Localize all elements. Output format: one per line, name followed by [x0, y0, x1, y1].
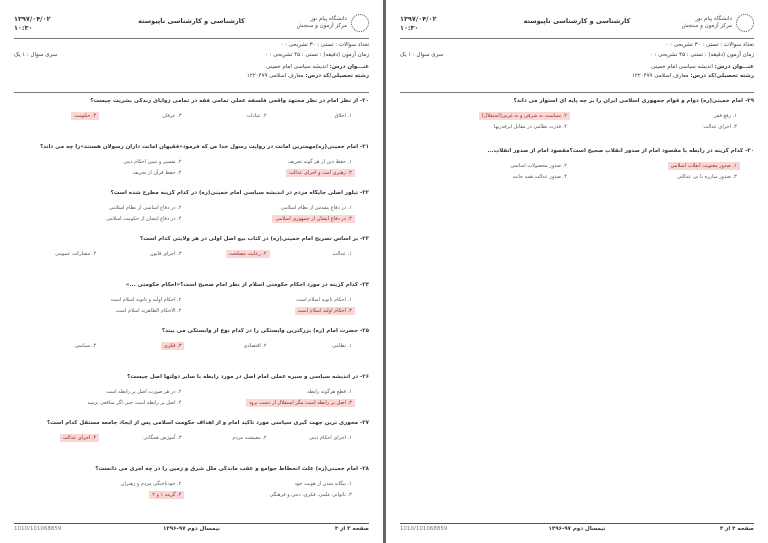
exam-meta	[400, 42, 754, 92]
option[interactable]: ۴. در دفاع ایشان از حکومت اسلامی	[106, 216, 182, 222]
option-text: اخلاق	[334, 113, 346, 119]
option-text: آموزش همگانی	[143, 435, 176, 441]
option-key: ۲	[564, 113, 567, 119]
page-footer	[14, 523, 369, 535]
page-number: صفحه ۴ از ۴	[719, 526, 754, 532]
option-key: ۱	[349, 205, 352, 211]
exam-page-4	[386, 0, 768, 543]
option-key: ۲	[178, 481, 182, 487]
question-body: تبلور اصلی جایگاه مردم در اندیشه سیاسی امام خمینی(ره) در کدام گزینه مطرح شده است؟	[110, 190, 359, 196]
question-body: امام خمینی(ره) دوام و قوام جمهوری اسلامی ایران را بر چه پایه ای استوار می داند؟	[513, 98, 744, 104]
exam-page-3	[0, 0, 383, 543]
option-text: در دفاع ایشان از جمهوری اسلامی	[275, 216, 346, 222]
question-number: ۲۰	[362, 98, 369, 104]
option-text: صدور مبارزه با بی عدالتی	[677, 174, 731, 180]
option-text: حکومت	[74, 113, 91, 119]
option-selected[interactable]: ۲. سیاست نه شرقی و نه غربی(استقلال)	[479, 112, 570, 120]
option-selected[interactable]: ۱. صدور معنویت انقلاب اسلامی	[668, 162, 740, 170]
question-number: ۲۲	[362, 190, 369, 196]
page-footer	[400, 523, 754, 535]
exam-datetime	[14, 15, 51, 33]
option-key: ۱	[349, 435, 352, 441]
question-text: ۲۷- محوری ترین جهت گیری سیاسی مورد تاکید امام و از اهداف حکومت اسلامی پس از ایجاد جامعه مستقل کدام است؟	[46, 420, 369, 426]
option[interactable]: ۱. نظامی	[332, 343, 352, 349]
option-key: ۳	[349, 170, 352, 176]
option-key: ۴	[178, 400, 182, 406]
option-text: عبادات	[246, 113, 261, 119]
option-text: مشارکت عمومی	[55, 251, 91, 257]
option-key: ۳	[349, 216, 352, 222]
exam-meta	[14, 42, 369, 92]
university-line2: مرکز آزمون و سنجش	[681, 23, 732, 29]
question-number: ۲۶	[362, 374, 369, 380]
option-text: نظامی	[332, 343, 346, 349]
option[interactable]: ۲. احکام اولیه و ثانویه اسلام است	[110, 297, 182, 303]
option[interactable]: ۲. صدور محصولات اساسی	[510, 163, 567, 169]
option[interactable]: ۴. صدور عدالت همه جانبه	[512, 174, 567, 180]
option-key: ۳	[178, 343, 182, 349]
option-selected[interactable]: ۳. احکام اولیه اسلام است	[295, 307, 355, 315]
exam-date: ۱۳۹۷/۰۴/۰۲	[14, 15, 51, 23]
option-text: تفسیر و تبیین احکام دینی	[123, 159, 176, 165]
option-key: ۲	[263, 251, 267, 257]
option-key: ۴	[178, 170, 182, 176]
semester-label: نیمسال دوم ۹۷-۱۳۹۶	[163, 526, 220, 532]
option-text: رفع فقر	[714, 113, 731, 119]
option[interactable]: ۳. صدور مبارزه با بی عدالتی	[677, 174, 737, 180]
option-selected[interactable]: ۳. فکری	[161, 342, 185, 350]
question-number: ۲۵	[362, 328, 369, 334]
option-text: احکام اولیه اسلام است	[297, 308, 346, 314]
option-key: ۴	[178, 492, 182, 498]
option-key: ۴	[93, 251, 97, 257]
question-number: ۲۴	[362, 282, 369, 288]
exam-duration: زمان آزمون (دقیقه) : تستی : ۴۵ تشریحی : ۰	[264, 52, 369, 58]
university-line2: مرکز آزمون و سنجش	[296, 23, 347, 29]
question-number: ۲۳	[362, 236, 369, 242]
option-key: ۱	[349, 297, 352, 303]
option-key: ۳	[734, 124, 737, 130]
option[interactable]: ۲. در هر صورت اصل بر رابطه است	[105, 389, 182, 395]
option-text: اصل بر رابطه است مگر استقلال از دست برود	[248, 400, 346, 406]
option[interactable]: ۲. در دفاع اساسی از نظام اسلامی	[109, 205, 182, 211]
option-text: اجرای عدالت	[62, 435, 91, 441]
footer-rule	[14, 523, 369, 524]
option-selected[interactable]: ۳. اصل بر رابطه است مگر استقلال از دست برود	[246, 399, 355, 407]
option[interactable]: ۱. عدالت	[332, 251, 352, 257]
option-key: ۳	[349, 308, 352, 314]
question-text: ۲۸- امام خمینی(ره) علت انحطاط جوامع و عقب ماندگی ملل شرق و زمین را در چه امری می دانست؟	[95, 466, 369, 472]
question-body: محوری ترین جهت گیری سیاسی مورد تاکید امام و از اهداف حکومت اسلامی پس از ایجاد جامعه مستقل کدام است؟	[46, 420, 359, 426]
option-key: ۱	[349, 481, 352, 487]
question-text: ۳۰- کدام گزینه در رابطه با مقصود امام از صدور انقلاب صحیح است؟مقصود امام از صدور انقلاب...	[487, 148, 754, 154]
question-series: سری سوال : ۱ یک	[400, 52, 444, 58]
option-key: ۴	[93, 113, 97, 119]
page-header	[14, 14, 369, 36]
question-text: ۲۳- بر اساس تصریح امام خمینی(ره) در کتاب بیع اصل اولی در هر ولایتی کدام است؟	[140, 236, 369, 242]
option-selected[interactable]: ۴. حکومت	[71, 112, 99, 120]
option-key: ۲	[178, 205, 182, 211]
option-text: سیاسی	[74, 343, 91, 349]
exam-datetime	[400, 15, 437, 33]
option-key: ۱	[349, 251, 352, 257]
option[interactable]: ۴. قدرت نظامی در مقابل ابرقدرتها	[493, 124, 567, 130]
option-key: ۱	[349, 343, 352, 349]
option-key: ۲	[263, 113, 267, 119]
exam-code: 1010/101068859	[14, 526, 62, 532]
option-key: ۲	[564, 163, 567, 169]
course-label: عنـــوان درس:	[329, 64, 369, 70]
option[interactable]: ۴. الاحکام الظاهریه اسلام است	[115, 308, 182, 314]
header-rule	[400, 38, 754, 39]
page-header	[400, 14, 754, 36]
option-text: اصل بر رابطه است حتی اگر منافعی نرسد	[87, 400, 176, 406]
option[interactable]: ۱. اجرای احکام دینی	[309, 435, 352, 441]
option-text: قدرت نظامی در مقابل ابرقدرتها	[493, 124, 562, 130]
question-number: ۲۹	[747, 98, 754, 104]
option-text: قطع هرگونه رابطه	[307, 389, 346, 395]
university-line1: دانشگاه پیام نور	[310, 16, 347, 22]
course-line	[651, 64, 754, 70]
option-text: سیاست نه شرقی و نه غربی(استقلال)	[481, 113, 562, 119]
option-text: صدور معنویت انقلاب اسلامی	[670, 163, 731, 169]
option-key: ۴	[178, 216, 182, 222]
footer-rule	[400, 523, 754, 524]
option-key: ۱	[349, 389, 352, 395]
question-number: ۲۷	[362, 420, 369, 426]
option-selected[interactable]: ۴. گزینه ۱ و ۲	[149, 491, 184, 499]
option-text: احکام ثانویه اسلام است	[296, 297, 346, 303]
field-code: معارف اسلامی ۱۲۲۰۴۷۹	[631, 73, 689, 79]
question-body: حضرت امام (ره) بزرگترین وابستگی را در کدام نوع از وابستگی می بیند؟	[161, 328, 359, 334]
option-key: ۳	[734, 174, 737, 180]
option-key: ۴	[564, 174, 567, 180]
option[interactable]: ۳. عرفان	[162, 113, 182, 119]
option[interactable]: ۱. رفع فقر	[714, 113, 737, 119]
option[interactable]: ۴. اصل بر رابطه است حتی اگر منافعی نرسد	[87, 400, 182, 406]
option-key: ۴	[178, 308, 182, 314]
option-text: اقتصادی	[243, 343, 261, 349]
option[interactable]: ۱. بیگانه شدن از هویت خود	[294, 481, 352, 487]
option[interactable]: ۲. اقتصادی	[243, 343, 267, 349]
option-text: حفظ قرآن از تحریف	[132, 170, 176, 176]
option-key: ۳	[178, 435, 182, 441]
question-text: ۲۴- کدام گزینه در مورد احکام حکومتی اسلام از نظر امام صحیح است؟«احکام حکومتی ...»	[125, 282, 369, 288]
option-text: بیگانه شدن از هویت خود	[294, 481, 346, 487]
field-label: رشته تحصیلی/کد درس:	[305, 73, 369, 79]
option-key: ۲	[178, 159, 182, 165]
option-key: ۲	[263, 343, 267, 349]
course-title: اندیشه سیاسی امام خمینی	[266, 64, 328, 70]
field-line	[247, 73, 369, 79]
question-text: ۲۵- حضرت امام (ره) بزرگترین وابستگی را در کدام نوع از وابستگی می بیند؟	[161, 328, 369, 334]
question-series: سری سوال : ۱ یک	[14, 52, 58, 58]
question-number: ۲۸	[362, 466, 369, 472]
field-label: رشته تحصیلی/کد درس:	[690, 73, 754, 79]
option[interactable]: ۳. آموزش همگانی	[143, 435, 182, 441]
option-key: ۱	[734, 113, 737, 119]
option-text: رهبری امت و اجرای عدالت	[288, 170, 346, 176]
exam-time: ۱۰:۳۰	[400, 24, 419, 32]
option-key: ۱	[349, 113, 352, 119]
question-text: ۲۲- تبلور اصلی جایگاه مردم در اندیشه سیاسی امام خمینی(ره) در کدام گزینه مطرح شده است؟	[110, 190, 369, 196]
option-text: الاحکام الظاهریه اسلام است	[115, 308, 176, 314]
option-key: ۲	[178, 297, 182, 303]
option-key: ۴	[93, 343, 97, 349]
option[interactable]: ۴. حفظ قرآن از تحریف	[132, 170, 182, 176]
question-text: ۲۶- در اندیشه سیاسی و سیره عملی امام اصل در مورد رابطه با سایر دولتها اصل چیست؟	[127, 374, 369, 380]
option-text: رعایت مصلحت	[229, 251, 261, 257]
option[interactable]: ۱. حفظ دین از هر گونه تحریف	[288, 159, 352, 165]
option-selected[interactable]: ۳. در دفاع ایشان از جمهوری اسلامی	[272, 215, 354, 223]
question-body: کدام گزینه در رابطه با مقصود امام از صدور انقلاب صحیح است؟مقصود امام از صدور انقلاب...	[487, 148, 744, 154]
option-key: ۳	[349, 400, 352, 406]
option[interactable]: ۲. عبادات	[246, 113, 267, 119]
option-text: در دفاع اساسی از نظام اسلامی	[109, 205, 176, 211]
exam-duration: زمان آزمون (دقیقه) : تستی : ۴۵ تشریحی : ۰	[649, 52, 754, 58]
exam-time: ۱۰:۳۰	[14, 24, 33, 32]
option-text: گزینه ۱ و ۲	[152, 492, 176, 498]
option[interactable]: ۱. قطع هرگونه رابطه	[307, 389, 352, 395]
option-text: عدالت	[332, 251, 346, 257]
exam-code: 1010/101068859	[400, 526, 448, 532]
university-line1: دانشگاه پیام نور	[695, 16, 732, 22]
option-selected[interactable]: ۴. اجرای عدالت	[60, 434, 99, 442]
program-title: کارشناسی و کارشناسی ناپیوسته	[138, 17, 245, 25]
course-line	[266, 64, 369, 70]
option-key: ۳	[349, 492, 352, 498]
option-text: عرفان	[162, 113, 176, 119]
option-text: خودباختگی مردم و رهبران	[120, 481, 176, 487]
option-key: ۲	[178, 389, 182, 395]
header-rule	[14, 38, 369, 39]
option[interactable]: ۴. سیاسی	[74, 343, 97, 349]
option[interactable]: ۲. معیشت مردم	[232, 435, 267, 441]
option-key: ۲	[263, 435, 267, 441]
option-text: معیشت مردم	[232, 435, 261, 441]
option-text: اجرای عدالت	[703, 124, 731, 130]
option[interactable]: ۱. احکام ثانویه اسلام است	[296, 297, 352, 303]
option-key: ۴	[564, 124, 567, 130]
option[interactable]: ۱. در دفاع مقدس از نظام اسلامی	[280, 205, 352, 211]
option[interactable]: ۳. اجرای قانون	[149, 251, 182, 257]
semester-label: نیمسال دوم ۹۷-۱۳۹۶	[548, 526, 606, 532]
course-label: عنـــوان درس:	[714, 64, 754, 70]
question-number: ۳۰	[747, 148, 754, 154]
option-text: اجرای قانون	[149, 251, 176, 257]
option-key: ۳	[178, 251, 182, 257]
option-text: در دفاع مقدس از نظام اسلامی	[280, 205, 346, 211]
question-number: ۲۱	[362, 144, 369, 150]
meta-rule	[400, 92, 754, 93]
field-code: معارف اسلامی ۱۲۲۰۴۷۹	[246, 73, 304, 79]
exam-date: ۱۳۹۷/۰۴/۰۲	[400, 15, 437, 23]
question-body: امام خمینی(ره) علت انحطاط جوامع و عقب ماندگی ملل شرق و زمین را در چه امری می دانست؟	[95, 466, 359, 472]
option-text: فکری	[163, 343, 176, 349]
question-body: امام خمینی(ره)مهمترین امانت در روایت رسول خدا ص که فرمود«فقیهان امانت داران رسولان هستند»را چه می داند؟	[40, 144, 359, 150]
question-body: در اندیشه سیاسی و سیره عملی امام اصل در مورد رابطه با سایر دولتها اصل چیست؟	[127, 374, 359, 380]
option-text: در دفاع ایشان از حکومت اسلامی	[106, 216, 176, 222]
question-body: از نظر امام در نظر مجتهد واقعی فلسفه عملی تمامی فقه در تمامی زوایای زندگی بشریت چیست؟	[90, 98, 359, 104]
field-line	[632, 73, 754, 79]
option-selected[interactable]: ۳. رهبری امت و اجرای عدالت	[286, 169, 355, 177]
question-counts: تعداد سوالات : تستی : ۳۰ تشریحی : ۰	[665, 42, 754, 48]
question-text: ۲۹- امام خمینی(ره) دوام و قوام جمهوری اسلامی ایران را بر چه پایه ای استوار می داند؟	[513, 98, 754, 104]
option[interactable]: ۴. مشارکت عمومی	[55, 251, 97, 257]
option-text: اجرای احکام دینی	[309, 435, 346, 441]
option-selected[interactable]: ۲. رعایت مصلحت	[226, 250, 270, 258]
question-text: ۲۱- امام خمینی(ره)مهمترین امانت در روایت رسول خدا ص که فرمود«فقیهان امانت داران رسولان هستند»را چه می داند؟	[40, 144, 369, 150]
question-counts: تعداد سوالات : تستی : ۳۰ تشریحی : ۰	[280, 42, 369, 48]
course-title: اندیشه سیاسی امام خمینی	[651, 64, 713, 70]
option-key: ۴	[93, 435, 97, 441]
option[interactable]: ۳. ناتوانی علمی، فکری، دینی و فرهنگی	[269, 492, 352, 498]
option-text: حفظ دین از هر گونه تحریف	[288, 159, 346, 165]
option[interactable]: ۳. اجرای عدالت	[703, 124, 737, 130]
option[interactable]: ۲. خودباختگی مردم و رهبران	[120, 481, 182, 487]
question-body: کدام گزینه در مورد احکام حکومتی اسلام از نظر امام صحیح است؟«احکام حکومتی ...»	[125, 282, 359, 288]
option-text: صدور عدالت همه جانبه	[512, 174, 562, 180]
question-body: بر اساس تصریح امام خمینی(ره) در کتاب بیع اصل اولی در هر ولایتی کدام است؟	[140, 236, 359, 242]
option-key: ۱	[734, 163, 737, 169]
program-title: کارشناسی و کارشناسی ناپیوسته	[523, 17, 631, 25]
option-key: ۱	[349, 159, 352, 165]
question-text: ۲۰- از نظر امام در نظر مجتهد واقعی فلسفه عملی تمامی فقه در تمامی زوایای زندگی بشریت چیست؟	[90, 98, 369, 104]
option-text: در هر صورت اصل بر رابطه است	[105, 389, 176, 395]
option-text: احکام اولیه و ثانویه اسلام است	[110, 297, 176, 303]
option[interactable]: ۲. تفسیر و تبیین احکام دینی	[123, 159, 182, 165]
option-key: ۳	[178, 113, 182, 119]
option-text: صدور محصولات اساسی	[510, 163, 562, 169]
page-number: صفحه ۳ از ۴	[334, 526, 369, 532]
meta-rule	[14, 92, 369, 93]
option-text: ناتوانی علمی، فکری، دینی و فرهنگی	[269, 492, 346, 498]
option[interactable]: ۱. اخلاق	[334, 113, 352, 119]
